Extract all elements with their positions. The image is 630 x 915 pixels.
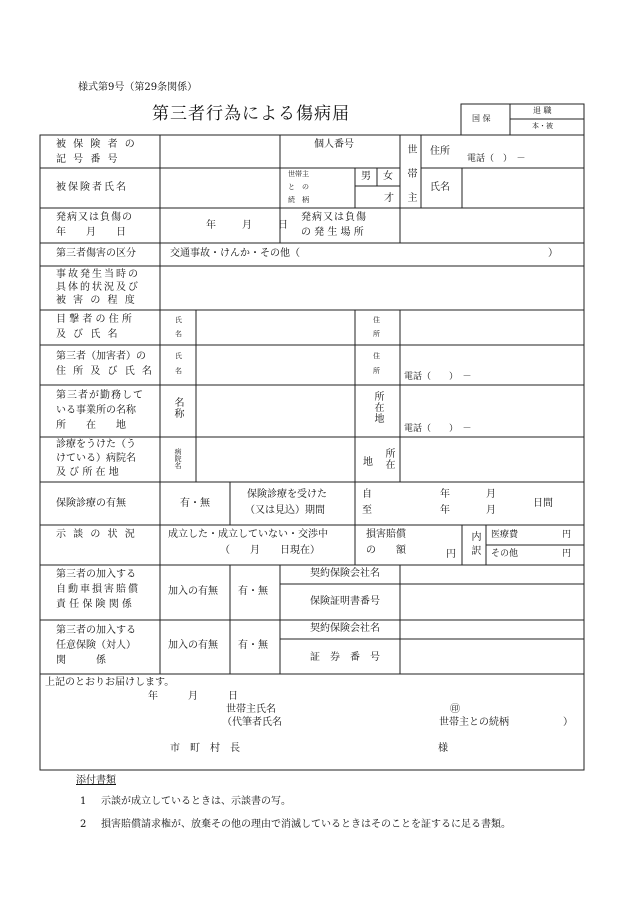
onna-option[interactable]: 女 bbox=[383, 171, 393, 182]
row11-songai-line2: の 額 bbox=[366, 545, 406, 556]
shimei-label: 氏名 bbox=[430, 182, 450, 193]
row11-en: 円 bbox=[446, 549, 456, 560]
row9-line1: 診療をうけた（う bbox=[56, 439, 136, 450]
row1-label-line1: 被 保 険 者 の bbox=[56, 139, 137, 150]
row11-status-line2: （ 月 日現在） bbox=[220, 545, 320, 556]
zokugara-line3: 続 柄 bbox=[288, 196, 309, 204]
row9-shozai: 所在 bbox=[383, 448, 394, 470]
row11-iryohi: 医療費 bbox=[491, 530, 519, 540]
row11-songai-line1: 損害賠償 bbox=[366, 529, 406, 540]
row12-line1: 第三者の加入する bbox=[56, 569, 136, 580]
zokugara-close: ） bbox=[563, 717, 573, 728]
row6-shi: 氏 bbox=[175, 316, 182, 324]
row9-line2: けている）病院名 bbox=[56, 453, 136, 464]
row11-label: 示 談 の 状 況 bbox=[56, 529, 137, 540]
row4-label: 第三者傷害の区分 bbox=[56, 248, 136, 259]
row7-line1: 第三者（加害者）の bbox=[56, 351, 146, 362]
row11-uchiwake: 内訳 bbox=[469, 531, 480, 559]
row8-line2: いる事業所の名称 bbox=[56, 405, 136, 416]
row1-label-line2: 記 号 番 号 bbox=[56, 154, 120, 165]
row10-nen-2: 年 bbox=[440, 505, 450, 516]
row4-close: ） bbox=[548, 248, 558, 259]
row13-umu[interactable]: 有・無 bbox=[238, 640, 268, 651]
seal-mark: ㊞ bbox=[450, 704, 460, 715]
declaration-text: 上記のとおりお届けします。 bbox=[45, 677, 175, 688]
row5-line1: 事故発生当時の bbox=[56, 269, 140, 280]
row3-place-line1: 発病又は負傷 bbox=[301, 212, 367, 223]
hon-hi-label: 本・被 bbox=[532, 122, 553, 130]
row7-denwa: 電話（ ） － bbox=[404, 372, 472, 382]
row7-sho: 所 bbox=[373, 367, 380, 375]
row5-line2: 具体的状況及び bbox=[56, 282, 140, 293]
row8-line3: 所 在 地 bbox=[56, 420, 126, 431]
row10-nen-1: 年 bbox=[440, 489, 450, 500]
row12-kanyu: 加入の有無 bbox=[168, 586, 218, 597]
row12-line2: 自動車損害賠償 bbox=[56, 584, 140, 595]
row11-status-line1[interactable]: 成立した・成立していない・交渉中 bbox=[168, 529, 328, 540]
row9-chi: 地 bbox=[363, 457, 373, 468]
otoko-option[interactable]: 男 bbox=[361, 171, 371, 182]
zokugara-line1: 世帯主 bbox=[288, 170, 309, 178]
row13-cert: 証 券 番 号 bbox=[310, 652, 380, 663]
sama-label: 様 bbox=[438, 743, 448, 754]
row10-shi: 至 bbox=[362, 505, 372, 516]
row7-line2: 住 所 及 び 氏 名 bbox=[56, 366, 154, 377]
row7-mei: 名 bbox=[175, 367, 182, 375]
row11-en2: 円 bbox=[562, 530, 572, 540]
setainushi-label: 世帯主 bbox=[405, 144, 416, 216]
row6-sho: 所 bbox=[373, 330, 380, 338]
row6-line1: 目 撃 者 の 住 所 bbox=[56, 314, 132, 325]
row10-period-line1: 保険診療を受けた bbox=[247, 489, 327, 500]
sai-label: 才 bbox=[384, 193, 394, 204]
row13-line1: 第三者の加入する bbox=[56, 625, 136, 636]
row9-line3: 及 び 所 在 地 bbox=[56, 467, 119, 478]
row8-denwa: 電話（ ） － bbox=[404, 424, 472, 434]
row8-meisho: 名称 bbox=[172, 397, 183, 419]
row12-line3: 責 任 保 険 関 係 bbox=[56, 599, 132, 610]
row8-line1: 第三者が勤務して bbox=[56, 390, 144, 401]
row10-period-line2: （又は見込）期間 bbox=[245, 505, 325, 516]
kokuho-label: 国 保 bbox=[472, 114, 491, 123]
row6-line2: 及 び 氏 名 bbox=[56, 329, 120, 340]
row10-tsuki-1: 月 bbox=[486, 489, 496, 500]
mayor-label: 市 町 村 長 bbox=[170, 743, 240, 754]
row13-company: 契約保険会社名 bbox=[310, 623, 380, 634]
row10-label: 保険診療の有無 bbox=[56, 498, 126, 509]
row6-ju: 住 bbox=[373, 316, 380, 324]
row9-byoinmei: 病院名 bbox=[174, 448, 182, 469]
row13-kanyu: 加入の有無 bbox=[168, 640, 218, 651]
page-title: 第三者行為による傷病届 bbox=[152, 104, 350, 124]
row8-shozaichi: 所在地 bbox=[372, 391, 383, 424]
declaration-date: 年 月 日 bbox=[148, 691, 238, 702]
row13-line2: 任意保険（対人） bbox=[56, 640, 136, 651]
row3-label-line2: 年 月 日 bbox=[56, 227, 126, 238]
row10-ji: 自 bbox=[362, 489, 372, 500]
zokugara-label: 世帯主との続柄 bbox=[439, 717, 509, 728]
row3-date: 年 月 日 bbox=[206, 220, 290, 231]
row3-place-line2: の 発 生 場 所 bbox=[301, 227, 364, 238]
row12-company: 契約保険会社名 bbox=[310, 568, 380, 579]
row5-line3: 被 害 の 程 度 bbox=[56, 295, 137, 306]
daihitsu-label: （代筆者氏名 bbox=[222, 717, 282, 728]
row11-en3: 円 bbox=[562, 549, 572, 559]
row1-denwa: 電話（ ） － bbox=[467, 154, 526, 164]
zokugara-line2: と の bbox=[288, 183, 309, 191]
taishoku-label: 退 職 bbox=[533, 106, 552, 115]
row11-sonota: その他 bbox=[491, 549, 519, 559]
row12-umu[interactable]: 有・無 bbox=[238, 586, 268, 597]
kojin-bango-label: 個人番号 bbox=[314, 139, 354, 150]
setainushi-shimei: 世帯主氏名 bbox=[226, 704, 276, 715]
row7-ju: 住 bbox=[373, 352, 380, 360]
row10-tsuki-2: 月 bbox=[486, 505, 496, 516]
attachment-2-no: 2 bbox=[80, 819, 87, 830]
attachment-1-no: 1 bbox=[80, 796, 87, 807]
row10-umu[interactable]: 有・無 bbox=[180, 498, 210, 509]
form-number: 様式第9号（第29条関係） bbox=[78, 82, 198, 93]
row12-cert: 保険証明書番号 bbox=[310, 596, 380, 607]
row4-options[interactable]: 交通事故・けんか・その他（ bbox=[170, 248, 300, 259]
jusho-label: 住所 bbox=[430, 146, 450, 157]
attachments-heading: 添付書類 bbox=[76, 775, 116, 786]
row3-label-line1: 発病又は負傷の bbox=[56, 212, 133, 223]
row10-nichikan: 日間 bbox=[533, 498, 553, 509]
attachment-2-text: 損害賠償請求権が、放棄その他の理由で消滅しているときはそのことを証するに足る書類。 bbox=[101, 819, 511, 830]
row13-line3: 関 係 bbox=[56, 655, 106, 666]
hihokensha-shimei-label: 被保険者氏名 bbox=[56, 182, 128, 193]
row7-shi: 氏 bbox=[175, 352, 182, 360]
row6-mei: 名 bbox=[175, 330, 182, 338]
attachment-1-text: 示談が成立しているときは、示談書の写。 bbox=[101, 796, 291, 807]
